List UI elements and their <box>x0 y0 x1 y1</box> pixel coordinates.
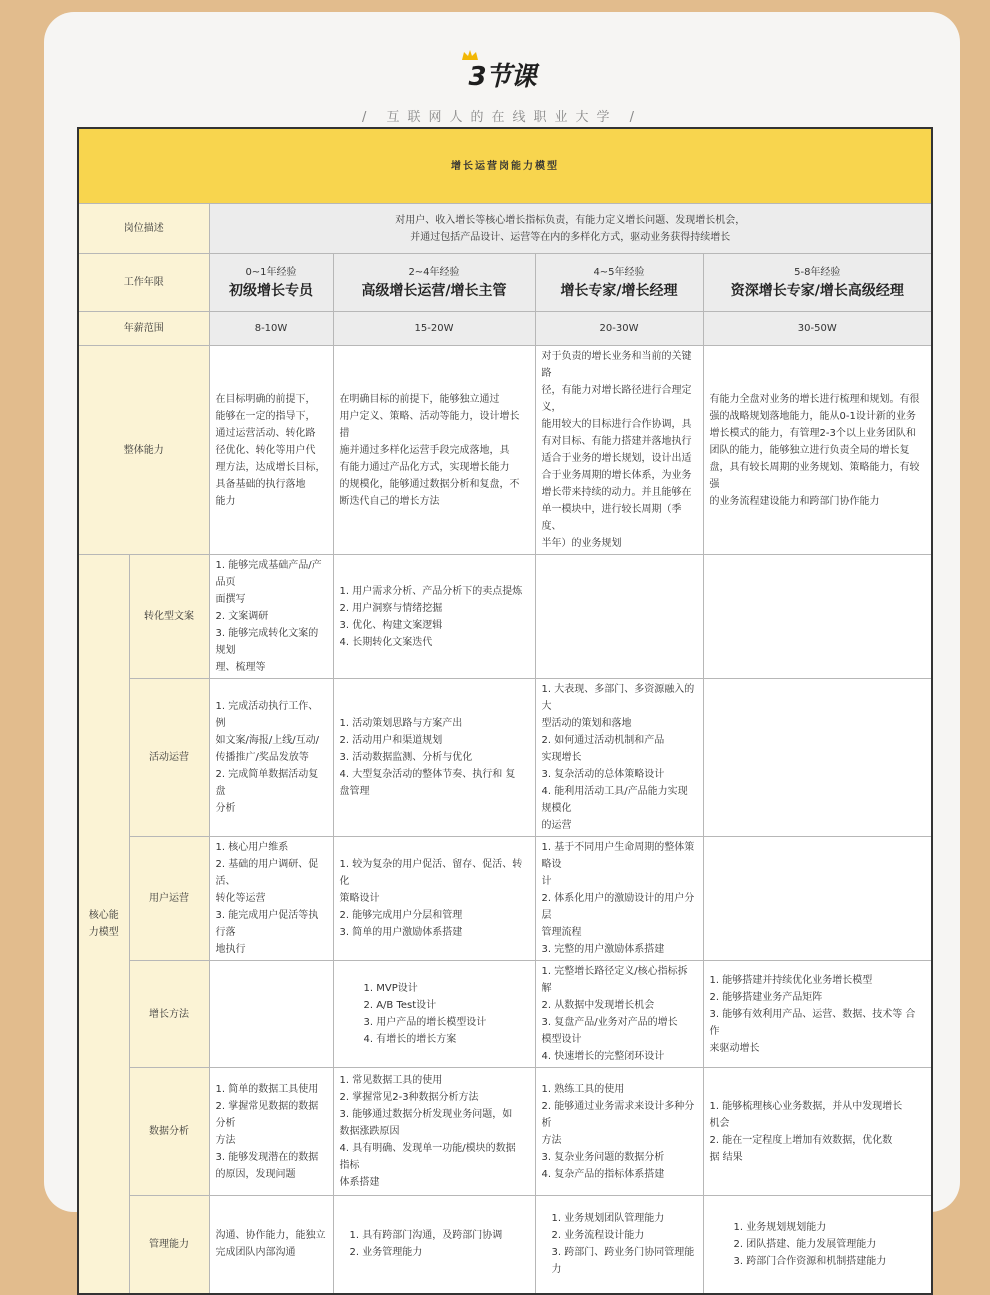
core-management-label: 管理能力 <box>129 1196 209 1294</box>
core-activity-l1: 1. 完成活动执行工作、例 如文案/海报/上线/互动/ 传播推广/奖品发放等 2. 完成简单数据活动复盘 分析 <box>209 679 333 837</box>
competency-table <box>77 127 933 1295</box>
core-copywriting-l4 <box>703 555 932 679</box>
job-desc-label: 岗位描述 <box>78 204 209 254</box>
salary-level-1: 8-10W <box>209 312 333 346</box>
poster-card <box>44 12 960 1276</box>
salary-level-2: 15-20W <box>333 312 535 346</box>
core-growth-method-label: 增长方法 <box>129 961 209 1068</box>
years-label: 工作年限 <box>78 254 209 312</box>
core-activity-l2: 1. 活动策划思路与方案产出 2. 活动用户和渠道规划 3. 活动数据监测、分析与优化 4. 大型复杂活动的整体节奏、执行和 复 盘管理 <box>333 679 535 837</box>
core-data-analysis-l1: 1. 简单的数据工具使用 2. 掌握常见数据的数据分析 方法 3. 能够发现潜在的数据 的原因，发现问题 <box>209 1068 333 1196</box>
job-desc-text: 对用户、收入增长等核心增长指标负责，有能力定义增长问题、发现增长机会， 并通过包括产品设计、运营等在内的多样化方式，驱动业务获得持续增长 <box>209 204 932 254</box>
level-4-header <box>703 254 932 312</box>
brand-logo <box>44 50 960 110</box>
core-user-ops-label: 用户运营 <box>129 837 209 961</box>
core-activity-l4 <box>703 679 932 837</box>
overall-label: 整体能力 <box>78 346 209 555</box>
core-management-l2: 1. 具有跨部门沟通，及跨部门协调 2. 业务管理能力 <box>333 1196 535 1294</box>
core-growth-method-l4: 1. 能够搭建并持续优化业务增长模型 2. 能够搭建业务产品矩阵 3. 能够有效利用产品、运营、数据、技术等 合作 来驱动增长 <box>703 961 932 1068</box>
level-1-role: 初级增长专员 <box>229 283 313 299</box>
core-model-label: 核心能力模型 <box>78 555 129 1294</box>
core-data-analysis-l4: 1. 能够梳理核心业务数据，并从中发现增长 机会 2. 能在一定程度上增加有效数据，优化数 据 结果 <box>703 1068 932 1196</box>
core-growth-method-l3: 1. 完整增长路径定义/核心指标拆解 2. 从数据中发现增长机会 3. 复盘产品/业务对产品的增长 模型设计 4. 快速增长的完整闭环设计 <box>535 961 703 1068</box>
core-growth-method-l2: 1. MVP设计 2. A/B Test设计 3. 用户产品的增长模型设计 4. 有增长的增长方案 <box>333 961 535 1068</box>
core-copywriting-l3 <box>535 555 703 679</box>
level-2-years: 2~4年经验 <box>408 267 460 278</box>
overall-level-2: 在明确目标的前提下，能够独立通过 用户定义、策略、活动等能力，设计增长 措 施并通过多样化运营手段完成落地，具 有能力通过产品化方式，实现增长能力 的规模化，能够通过数据分析和复盘，不 断迭代自己的增长方法 <box>333 346 535 555</box>
level-4-years: 5-8年经验 <box>794 267 841 278</box>
core-copywriting-l2: 1. 用户需求分析、产品分析下的卖点提炼 2. 用户洞察与情绪挖掘 3. 优化、构建文案逻辑 4. 长期转化文案迭代 <box>333 555 535 679</box>
salary-level-4: 30-50W <box>703 312 932 346</box>
level-3-role: 增长专家/增长经理 <box>560 283 678 299</box>
salary-level-3: 20-30W <box>535 312 703 346</box>
core-user-ops-l1: 1. 核心用户维系 2. 基础的用户调研、促活、 转化等运营 3. 能完成用户促活等执行落 地执行 <box>209 837 333 961</box>
level-1-years: 0~1年经验 <box>245 267 297 278</box>
core-activity-label: 活动运营 <box>129 679 209 837</box>
core-user-ops-l4 <box>703 837 932 961</box>
core-data-analysis-l3: 1. 熟练工具的使用 2. 能够通过业务需求来设计多种分析 方法 3. 复杂业务问题的数据分析 4. 复杂产品的指标体系搭建 <box>535 1068 703 1196</box>
level-1-header <box>209 254 333 312</box>
slogan-text: 互联网人的在线职业大学 <box>386 110 618 125</box>
core-user-ops-l3: 1. 基于不同用户生命周期的整体策略设 计 2. 体系化用户的激励设计的用户分层 管理流程 3. 完整的用户激励体系搭建 <box>535 837 703 961</box>
overall-level-3: 对于负责的增长业务和当前的关键路 径，有能力对增长路径进行合理定义， 能用较大的目标进行合作协调，具 有对目标、有能力搭建并落地执行 适合于业务的增长规划，设计出适 合于业务周期的增长体系，为业务 增长带来持续的动力。并且能够在 单一模块中，进行较长周期（季度、 半年）的业务规划 <box>535 346 703 555</box>
core-management-l3: 1. 业务规划团队管理能力 2. 业务流程设计能力 3. 跨部门、跨业务门协同管理能力 <box>535 1196 703 1294</box>
level-3-header <box>535 254 703 312</box>
core-data-analysis-label: 数据分析 <box>129 1068 209 1196</box>
core-copywriting-label: 转化型文案 <box>129 555 209 679</box>
table-title: 增长运营岗能力模型 <box>78 128 932 204</box>
level-3-years: 4~5年经验 <box>593 267 645 278</box>
core-management-l4: 1. 业务规划规划能力 2. 团队搭建、能力发展管理能力 3. 跨部门合作资源和机制搭建能力 <box>703 1196 932 1294</box>
core-growth-method-l1 <box>209 961 333 1068</box>
core-data-analysis-l2: 1. 常见数据工具的使用 2. 掌握常见2-3种数据分析方法 3. 能够通过数据分析发现业务问题，如 数据涨跌原因 4. 具有明确、发现单一功能/模块的数据 指标 体系搭建 <box>333 1068 535 1196</box>
core-user-ops-l2: 1. 较为复杂的用户促活、留存、促活、转化 策略设计 2. 能够完成用户分层和管理 3. 简单的用户激励体系搭建 <box>333 837 535 961</box>
core-activity-l3: 1. 大表现、多部门、多资源融入的大 型活动的策划和落地 2. 如何通过活动机制和产品 实现增长 3. 复杂活动的总体策略设计 4. 能利用活动工具/产品能力实现规模化 的运营 <box>535 679 703 837</box>
overall-level-1: 在目标明确的前提下， 能够在一定的指导下， 通过运营活动、转化路 径优化、转化等用户代 理方法，达成增长目标， 具备基础的执行落地 能力 <box>209 346 333 555</box>
overall-level-4: 有能力全盘对业务的增长进行梳理和规划。有很 强的战略规划落地能力，能从0-1设计新的业务 增长模式的能力，有管理2-3个以上业务团队和 团队的能力，能够独立进行负责全局的增长复 盘，具有较长周期的业务规划、策略能力，有较强 的业务流程建设能力和跨部门协作能力 <box>703 346 932 555</box>
core-management-l1: 沟通、协作能力，能独立完成团队内部沟通 <box>209 1196 333 1294</box>
salary-label: 年薪范围 <box>78 312 209 346</box>
core-copywriting-l1: 1. 能够完成基础产品/产品页 面撰写 2. 文案调研 3. 能够完成转化文案的规划 理、梳理等 <box>209 555 333 679</box>
level-2-header <box>333 254 535 312</box>
brand-name: 3节课 <box>468 62 536 92</box>
slogan: / 互联网人的在线职业大学 / <box>361 110 643 125</box>
level-2-role: 高级增长运营/增长主管 <box>361 283 507 299</box>
level-4-role: 资深增长专家/增长高级经理 <box>730 283 904 299</box>
